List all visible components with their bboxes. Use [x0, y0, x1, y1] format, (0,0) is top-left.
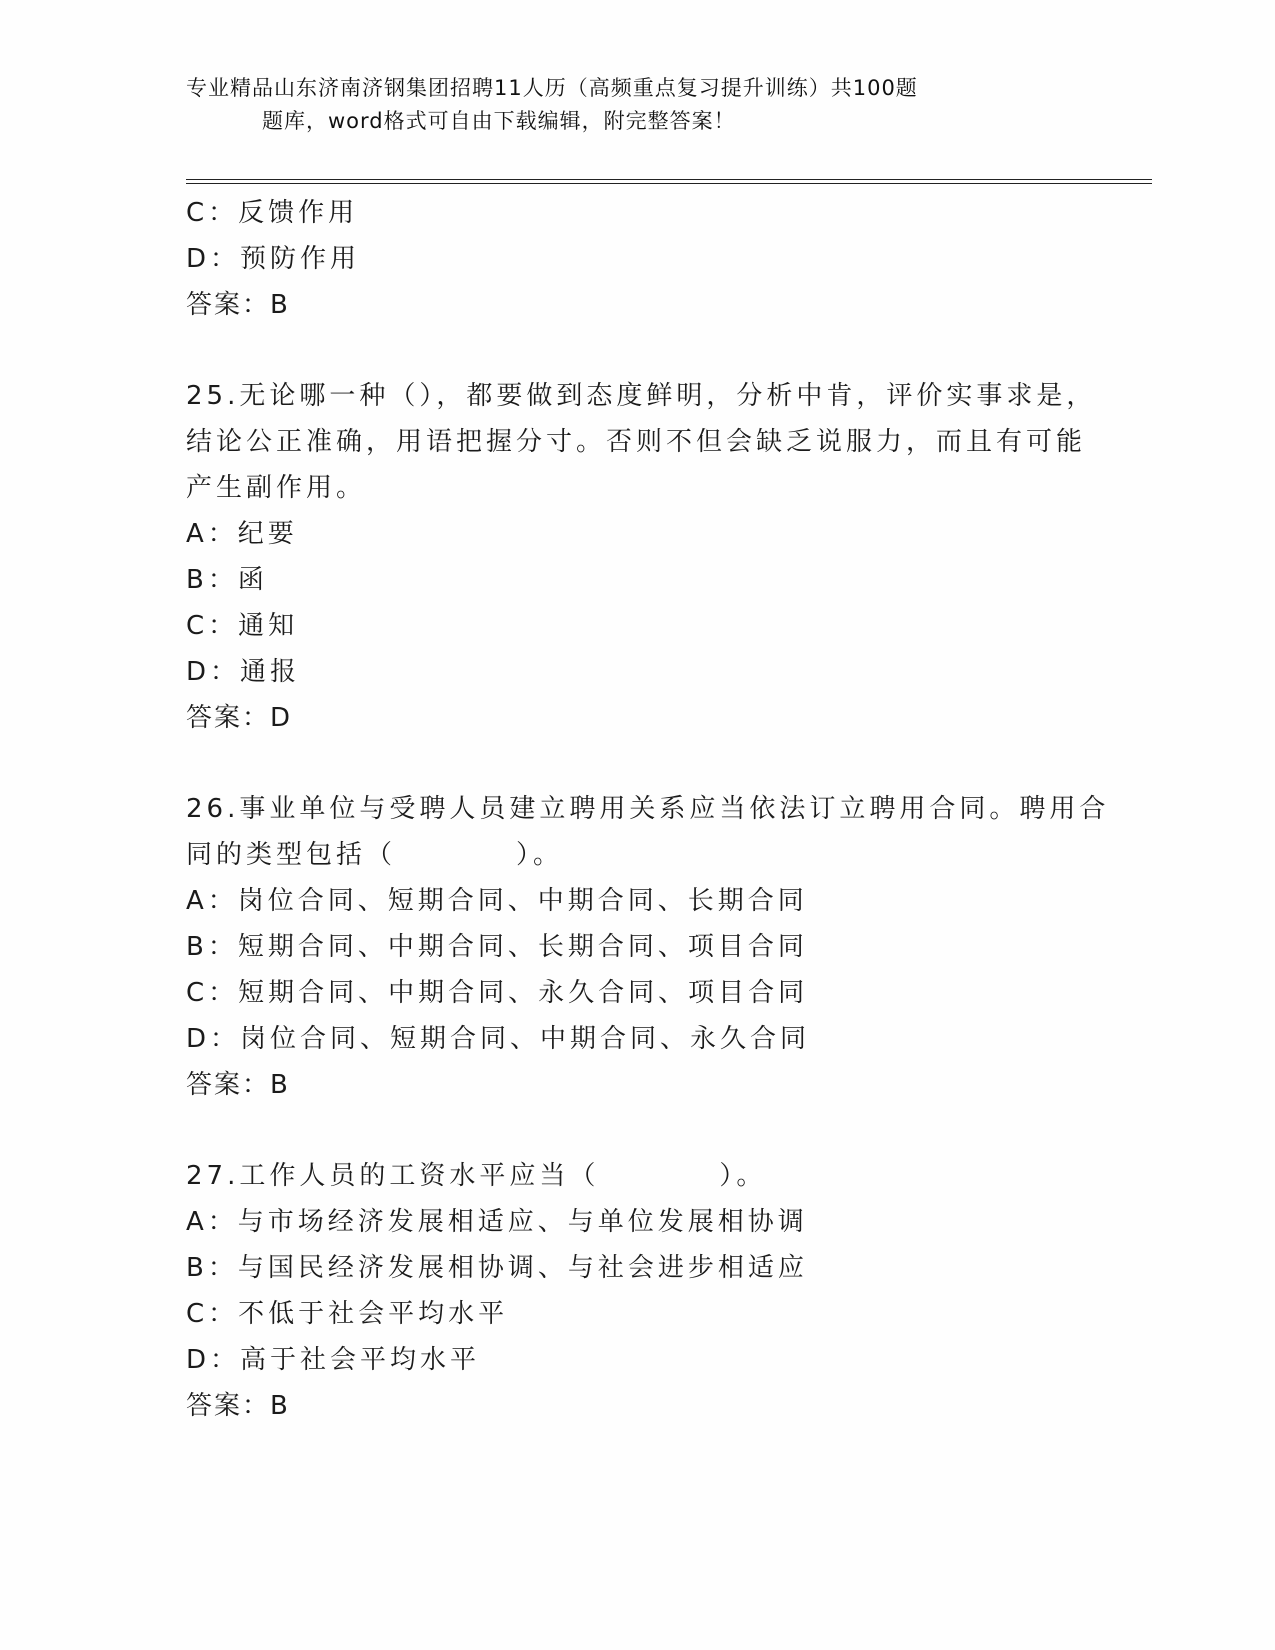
- question-stem-line: 产生副作用。: [186, 473, 367, 503]
- question-stem-line: 26.事业单位与受聘人员建立聘用关系应当依法订立聘用合同。聘用合: [186, 794, 1110, 824]
- question-stem-line: 结论公正准确，用语把握分寸。否则不但会缺乏说服力，而且有可能: [186, 427, 1087, 457]
- answer: 答案：B: [186, 290, 290, 320]
- question-stem-line: 同的类型包括（ ）。: [186, 840, 564, 870]
- question-25: [186, 373, 1146, 741]
- answer: 答案：D: [186, 703, 293, 733]
- spacer: [186, 328, 1146, 373]
- header-title-line2: 题库，word格式可自由下载编辑，附完整答案！: [262, 109, 736, 133]
- option-b: B：与国民经济发展相协调、与社会进步相适应: [186, 1253, 808, 1283]
- option-d: D：岗位合同、短期合同、中期合同、永久合同: [186, 1024, 811, 1054]
- option-c: C：短期合同、中期合同、永久合同、项目合同: [186, 978, 809, 1008]
- question-list: [186, 190, 1146, 1429]
- answer: 答案：B: [186, 1070, 290, 1100]
- page-header: [186, 72, 1146, 138]
- answer: 答案：B: [186, 1391, 290, 1421]
- option-c: C：反馈作用: [186, 198, 359, 228]
- question-24-tail: [186, 190, 1146, 328]
- question-27: [186, 1153, 1146, 1429]
- option-d: D：通报: [186, 657, 301, 687]
- header-title-line1: 专业精品山东济南济钢集团招聘11人历（高频重点复习提升训练）共100题: [186, 76, 918, 100]
- option-b: B：短期合同、中期合同、长期合同、项目合同: [186, 932, 808, 962]
- spacer: [186, 741, 1146, 786]
- option-a: A：纪要: [186, 519, 298, 549]
- header-divider-bottom: [186, 183, 1152, 184]
- header-divider-top: [186, 179, 1152, 180]
- question-stem-line: 25.无论哪一种（），都要做到态度鲜明，分析中肯，评价实事求是，: [186, 381, 1097, 411]
- spacer: [186, 1108, 1146, 1153]
- option-c: C：通知: [186, 611, 299, 641]
- option-a: A：与市场经济发展相适应、与单位发展相协调: [186, 1207, 808, 1237]
- question-stem-line: 27.工作人员的工资水平应当（ ）。: [186, 1161, 767, 1191]
- question-26: [186, 786, 1146, 1108]
- option-d: D：预防作用: [186, 244, 361, 274]
- option-d: D：高于社会平均水平: [186, 1345, 481, 1375]
- option-a: A：岗位合同、短期合同、中期合同、长期合同: [186, 886, 808, 916]
- option-c: C：不低于社会平均水平: [186, 1299, 509, 1329]
- option-b: B：函: [186, 565, 268, 595]
